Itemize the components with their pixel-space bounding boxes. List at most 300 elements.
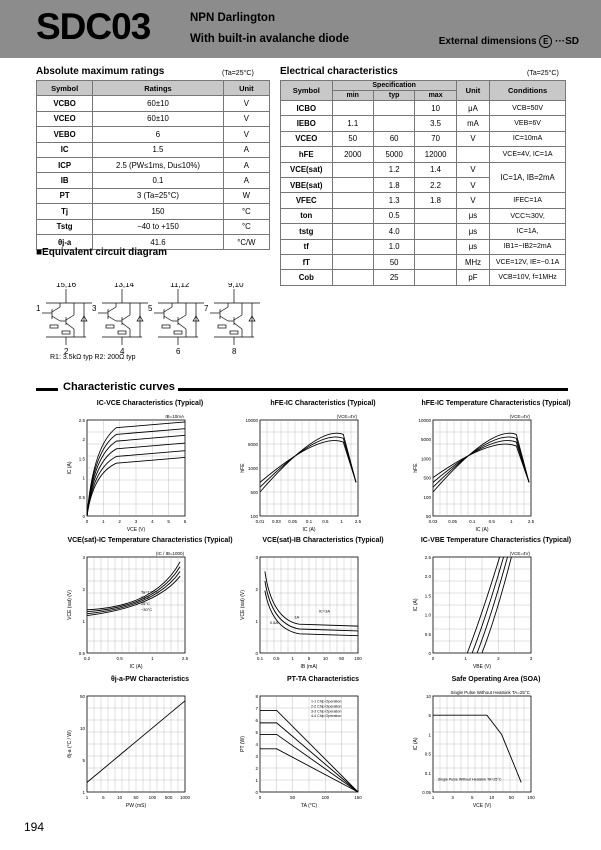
chart-title: hFE-IC Temperature Characteristics (Typical) (421, 400, 571, 407)
pin-top-3: 11,12 (170, 283, 190, 289)
x-tick-label: 0.05 (448, 519, 457, 524)
y-tick-label: 3 (255, 754, 258, 759)
chart-note: (IC / IB=1000) (155, 551, 184, 556)
legend-entry: 2-2 Chip Operation (310, 704, 342, 709)
y-tick-label: 1000 (247, 466, 258, 471)
elec-h-max: max (415, 91, 456, 101)
y-axis-label: VCE (sat) (V) (67, 590, 73, 620)
chart-c3 (411, 400, 581, 540)
x-tick-label: 50 (339, 656, 345, 661)
abs-cell-symbol: θj-a (37, 234, 93, 249)
elec-cell-typ: 1.8 (373, 177, 414, 192)
chart-note: (VCE=4V) (336, 414, 357, 419)
curves-title: Characteristic curves (60, 381, 178, 393)
x-axis-label: IC (A) (475, 527, 489, 533)
elec-row (281, 270, 566, 285)
chart-c2 (238, 400, 408, 540)
series-curve (433, 433, 529, 492)
legend-entry: 1-1 Chip Operation (310, 699, 342, 704)
y-tick-label: 1 (255, 778, 258, 783)
y-tick-label: 1.0 (424, 612, 431, 618)
abs-cell-unit: A (223, 157, 269, 172)
pin-left-2: 3 (92, 304, 97, 313)
y-tick-label: 1.5 (78, 456, 85, 462)
y-axis-label: VCE (sat) (V) (240, 590, 246, 620)
abs-h-unit: Unit (223, 81, 269, 96)
abs-row (37, 127, 270, 142)
chart-title: IC-VCE Characteristics (Typical) (96, 400, 204, 407)
x-axis-label: IC (A) (129, 664, 143, 670)
series-curve (433, 715, 521, 782)
x-tick-label: 1 (85, 795, 89, 800)
abs-cell-unit: °C/W (223, 234, 269, 249)
chart-c4 (65, 537, 235, 677)
chart-note: (VCE=4V) (509, 551, 530, 556)
y-tick-label: 100 (423, 494, 431, 500)
elec-row (281, 208, 566, 223)
device-feature: With built-in avalanche diode (190, 33, 349, 45)
abs-cell-rating: 3 (Ta=25°C) (93, 188, 223, 203)
x-tick-label: 0.5 (322, 519, 329, 524)
elec-cell-sym: VFEC (281, 193, 333, 208)
elec-cell-min (332, 254, 373, 269)
y-tick-label: 5 (82, 758, 85, 763)
elec-cell-cond: VCB=50V (490, 101, 566, 116)
device-type: NPN Darlington (190, 12, 275, 24)
abs-cell-rating: 0.1 (93, 173, 223, 188)
elec-cell-unit: μs (456, 208, 489, 223)
elec-cell-sym: tf (281, 239, 333, 254)
x-tick-label: 2 (497, 656, 500, 661)
y-tick-label: 0 (255, 651, 258, 656)
pin-top-4: 9,10 (228, 283, 244, 289)
abs-cell-rating: 1.5 (93, 142, 223, 157)
series-curve (260, 433, 356, 492)
y-tick-label: 0 (428, 651, 431, 656)
elec-cell-cond: IC=1A, IB=2mA (490, 162, 566, 193)
y-tick-label: 0.1 (424, 770, 431, 776)
x-tick-label: 0.05 (288, 519, 298, 524)
abs-h-symbol: Symbol (37, 81, 93, 96)
curve-label: 25°C (140, 601, 150, 606)
x-axis-label: VCE (V) (126, 527, 146, 533)
elec-cell-cond: VEB=6V (490, 116, 566, 131)
elec-cell-sym: hFE (281, 147, 333, 162)
abs-cell-rating: 60±10 (93, 96, 223, 111)
abs-cell-unit: A (223, 142, 269, 157)
chart-title: θj-a-PW Characteristics (110, 676, 190, 683)
elec-cell-unit: MHz (456, 254, 489, 269)
y-tick-label: 2 (82, 587, 85, 592)
pin-bottom-1: 2 (64, 347, 69, 356)
x-tick-label: 4 (151, 519, 154, 524)
elec-cell-sym: Cob (281, 270, 333, 285)
x-axis-label: VBE (V) (472, 664, 492, 670)
x-tick-label: 3 (451, 795, 454, 800)
chart-plot (238, 410, 408, 542)
y-tick-label: 1 (82, 619, 85, 624)
elec-cell-max (415, 224, 456, 239)
abs-cell-unit: °C (223, 219, 269, 234)
elec-cell-sym: tstg (281, 224, 333, 239)
y-tick-label: 50 (79, 694, 85, 699)
x-axis-label: VCE (V) (472, 803, 492, 809)
x-tick-label: 500 (164, 795, 173, 800)
elec-cell-cond: IFEC=1A (490, 193, 566, 208)
abs-row (37, 96, 270, 111)
y-axis-label: θj-a (°C / W) (67, 730, 73, 758)
ext-label: External dimensions (438, 36, 537, 47)
x-tick-label: 3 (529, 656, 533, 661)
abs-cell-rating: 6 (93, 127, 223, 142)
abs-cell-unit: V (223, 111, 269, 126)
abs-row (37, 111, 270, 126)
elec-cell-unit (456, 147, 489, 162)
abs-cell-unit: A (223, 173, 269, 188)
chart-title: IC-VBE Temperature Characteristics (Typical) (420, 537, 572, 544)
chart-plot (65, 547, 235, 679)
elec-cell-min (332, 162, 373, 177)
curve-label: −30°C (140, 606, 153, 612)
x-tick-label: 0 (431, 656, 435, 661)
chart-plot (411, 686, 581, 818)
abs-cell-rating: 150 (93, 204, 223, 219)
elec-cell-max (415, 208, 456, 223)
y-tick-label: 2.5 (78, 418, 85, 423)
elec-cell-typ: 1.0 (373, 239, 414, 254)
x-tick-label: 0.5 (116, 656, 123, 661)
y-tick-label: 1.5 (424, 593, 431, 599)
elec-cell-min: 1.1 (332, 116, 373, 131)
elec-cell-max: 70 (415, 131, 456, 146)
curve-label: 0.5A (269, 620, 279, 626)
x-tick-label: 10 (489, 795, 495, 800)
elec-cell-cond: VCB=10V, f=1MHz (490, 270, 566, 285)
curve-label: 75°C (140, 595, 150, 601)
elec-row (281, 224, 566, 239)
part-number: SDC03 (36, 6, 151, 47)
elec-row (281, 239, 566, 254)
y-tick-label: 1000 (420, 456, 431, 462)
x-tick-label: 150 (354, 795, 362, 800)
x-tick-label: 0 (258, 795, 262, 800)
abs-cell-symbol: ICP (37, 157, 93, 172)
abs-cell-rating: 41.6 (93, 234, 223, 249)
elec-cell-cond: VCC≒30V, (490, 208, 566, 223)
elec-cell-sym: ton (281, 208, 333, 223)
elec-row (281, 193, 566, 208)
chart-note: (VCE=4V) (509, 414, 530, 419)
x-tick-label: 50 (133, 795, 139, 800)
y-tick-label: 500 (250, 490, 258, 495)
y-axis-label: hFE (413, 463, 419, 473)
x-axis-label: PW (mS) (125, 803, 147, 809)
x-tick-label: 10 (117, 795, 123, 800)
elec-cell-max (415, 239, 456, 254)
y-tick-label: 5000 (420, 437, 431, 443)
elec-cell-max: 1.4 (415, 162, 456, 177)
x-tick-label: 5 (470, 795, 474, 800)
elec-cell-cond: VCE=12V, IE=−0.1A (490, 254, 566, 269)
soa-note: Single Pulse Without Heatsink TA=25°C (437, 777, 502, 782)
y-tick-label: 0.5 (424, 631, 431, 637)
pin-bottom-2: 4 (120, 347, 125, 356)
elec-row (281, 131, 566, 146)
abs-row (37, 173, 270, 188)
y-tick-label: 6 (255, 718, 258, 723)
elec-h-min: min (332, 91, 373, 101)
elec-h-unit: Unit (456, 81, 489, 101)
elec-cell-unit: V (456, 193, 489, 208)
abs-row (37, 219, 270, 234)
x-axis-label: IB (mA) (300, 664, 318, 670)
y-tick-label: 10000 (245, 418, 258, 423)
y-tick-label: 3 (255, 555, 258, 560)
curves-bar-left (36, 388, 58, 391)
elec-cell-typ: 5000 (373, 147, 414, 162)
elec-cell-max (415, 254, 456, 269)
elec-cell-unit: μs (456, 224, 489, 239)
abs-cell-rating: −40 to +150 (93, 219, 223, 234)
elec-cell-sym: VCE(sat) (281, 162, 333, 177)
elec-cell-min (332, 270, 373, 285)
x-tick-label: 1 (102, 519, 105, 524)
elec-cell-min (332, 224, 373, 239)
elec-cell-typ: 60 (373, 131, 414, 146)
elec-cell-sym: ICBO (281, 101, 333, 116)
elec-cell-min (332, 177, 373, 192)
y-tick-label: 10 (79, 726, 85, 731)
chart-plot (238, 686, 408, 818)
elec-cell-cond: IB1=−IB2=2mA (490, 239, 566, 254)
y-axis-label: hFE (240, 463, 246, 473)
elec-cell-min (332, 208, 373, 223)
chart-plot (411, 410, 581, 542)
pin-top-2: 13,14 (114, 283, 135, 289)
y-tick-label: 50 (425, 514, 431, 519)
elec-cell-min (332, 193, 373, 208)
y-tick-label: 1 (82, 790, 85, 795)
curve-label: Ta=125°C (140, 589, 159, 595)
y-tick-label: 2 (255, 766, 258, 771)
y-tick-label: 500 (423, 475, 431, 481)
x-tick-label: 50 (508, 795, 514, 800)
x-tick-label: 1 (151, 656, 154, 661)
y-tick-label: 5 (428, 713, 431, 719)
x-tick-label: 0 (85, 519, 89, 524)
y-tick-label: 7 (255, 706, 258, 711)
elec-cell-typ: 4.0 (373, 224, 414, 239)
external-dimensions (439, 35, 579, 48)
elec-h-spec: Specification (332, 81, 456, 91)
x-tick-label: 1 (510, 519, 513, 524)
abs-cell-unit: W (223, 188, 269, 203)
chart-plot (65, 410, 235, 542)
pin-bottom-4: 8 (232, 347, 237, 356)
abs-cell-rating: 2.5 (PW≤1ms, Du≤10%) (93, 157, 223, 172)
page-number: 194 (24, 820, 45, 834)
abs-cell-rating: 60±10 (93, 111, 223, 126)
abs-condition: (Ta=25°C) (222, 70, 254, 77)
abs-row (37, 142, 270, 157)
ext-suffix: ···SD (555, 36, 579, 47)
x-tick-label: 0.1 (305, 519, 313, 524)
x-tick-label: 1 (340, 519, 343, 524)
elec-cell-sym: VBE(sat) (281, 177, 333, 192)
elec-cell-sym: VCEO (281, 131, 333, 146)
abs-cell-symbol: IB (37, 173, 93, 188)
chart-c1 (65, 400, 235, 540)
y-tick-label: 2.0 (424, 574, 431, 580)
x-tick-label: 2.5 (527, 519, 535, 524)
y-tick-label: 0 (82, 514, 85, 519)
curves-section-header (36, 383, 568, 395)
abs-row (37, 157, 270, 172)
elec-row (281, 254, 566, 269)
elec-condition: (Ta=25°C) (527, 70, 559, 77)
elec-row (281, 101, 566, 116)
y-tick-label: 2 (82, 437, 85, 443)
pin-left-3: 5 (148, 304, 153, 313)
y-tick-label: 0.5 (78, 494, 85, 500)
x-tick-label: 0.03 (271, 519, 281, 524)
chart-c8 (238, 676, 408, 816)
y-tick-label: 0.5 (78, 651, 85, 656)
abs-title: Absolute maximum ratings (36, 66, 165, 77)
x-tick-label: 0.03 (428, 519, 438, 524)
legend-entry: 4-4 Chip Operation (310, 714, 342, 719)
elec-h-conditions: Conditions (490, 81, 566, 101)
abs-cell-symbol: Tj (37, 204, 93, 219)
elec-title: Electrical characteristics (280, 66, 398, 77)
y-tick-label: 10000 (418, 418, 431, 423)
elec-row (281, 147, 566, 162)
elec-cell-unit: V (456, 177, 489, 192)
elec-cell-typ: 1.3 (373, 193, 414, 208)
elec-cell-max: 1.8 (415, 193, 456, 208)
y-tick-label: 100 (250, 514, 258, 519)
legend-entry: 3-3 Chip Operation (310, 709, 342, 714)
elec-cell-unit: V (456, 162, 489, 177)
abs-ratings-table (36, 80, 270, 250)
elec-cell-max: 10 (415, 101, 456, 116)
circuit-title: ■Equivalent circuit diagram (36, 247, 168, 258)
x-axis-label: IC (A) (302, 527, 316, 533)
x-tick-label: 0.1 (469, 519, 476, 524)
pin-top-1: 15,16 (56, 283, 77, 289)
y-tick-label: 5 (255, 730, 258, 735)
elec-cell-typ: 50 (373, 254, 414, 269)
y-tick-label: 0.5 (424, 751, 431, 757)
abs-cell-unit: V (223, 127, 269, 142)
elec-cell-typ: 25 (373, 270, 414, 285)
y-tick-label: 8 (255, 694, 258, 699)
header-banner (0, 0, 601, 58)
elec-cell-max: 3.5 (415, 116, 456, 131)
y-tick-label: 2 (255, 587, 258, 592)
x-tick-label: 3 (134, 519, 138, 524)
chart-title: VCE(sat)-IB Characteristics (Typical) (262, 537, 384, 544)
x-tick-label: 1 (291, 656, 294, 661)
abs-cell-symbol: VEBO (37, 127, 93, 142)
x-tick-label: 0.5 (273, 656, 280, 661)
x-tick-label: 6 (183, 519, 187, 524)
abs-cell-unit: °C (223, 204, 269, 219)
elec-h-symbol: Symbol (281, 81, 333, 101)
elec-cell-unit: μs (456, 239, 489, 254)
chart-note: IB=10mA (165, 414, 184, 419)
pin-left-4: 7 (204, 304, 209, 313)
abs-row (37, 204, 270, 219)
ext-letter-badge: E (539, 35, 552, 48)
chart-title: VCE(sat)-IC Temperature Characteristics (Typical) (67, 537, 233, 544)
chart-c5 (238, 537, 408, 677)
pin-bottom-3: 6 (176, 347, 181, 356)
y-tick-label: 1 (82, 475, 85, 481)
x-tick-label: 0.2 (83, 656, 91, 661)
abs-cell-symbol: VCEO (37, 111, 93, 126)
elec-cell-max: 12000 (415, 147, 456, 162)
x-tick-label: 0.1 (256, 656, 264, 661)
abs-row (37, 188, 270, 203)
elec-cell-unit: V (456, 131, 489, 146)
electrical-table (280, 80, 566, 286)
abs-h-ratings: Ratings (93, 81, 223, 96)
y-tick-label: 2.5 (424, 555, 431, 560)
elec-cell-min: 2000 (332, 147, 373, 162)
elec-row (281, 116, 566, 131)
y-tick-label: 1 (428, 732, 431, 738)
elec-cell-cond: IC=1A, (490, 224, 566, 239)
elec-cell-typ (373, 101, 414, 116)
x-tick-label: 100 (321, 795, 330, 800)
elec-cell-max (415, 270, 456, 285)
elec-cell-min (332, 101, 373, 116)
elec-h-typ: typ (373, 91, 414, 101)
x-tick-label: 1 (464, 656, 467, 661)
chart-note: Single Pulse Without Heatsink TA=25°C (450, 690, 530, 695)
pin-left-1: 1 (36, 304, 41, 313)
elec-cell-sym: fT (281, 254, 333, 269)
x-tick-label: 100 (354, 656, 362, 661)
series-curve (260, 437, 356, 487)
elec-cell-typ: 0.5 (373, 208, 414, 223)
elec-cell-unit: μA (456, 101, 489, 116)
series-curve (433, 437, 529, 487)
elec-cell-sym: IEBO (281, 116, 333, 131)
elec-cell-unit: mA (456, 116, 489, 131)
elec-row (281, 162, 566, 177)
x-tick-label: 100 (148, 795, 157, 800)
abs-cell-unit: V (223, 96, 269, 111)
y-tick-label: 0.05 (422, 790, 431, 795)
resistor-note: R1: 3.5kΩ typ R2: 200Ω typ (50, 354, 136, 361)
elec-cell-min: 50 (332, 131, 373, 146)
abs-cell-symbol: Tstg (37, 219, 93, 234)
chart-title: PT-TA Characteristics (287, 676, 359, 683)
elec-cell-typ: 1.2 (373, 162, 414, 177)
abs-cell-symbol: PT (37, 188, 93, 203)
x-tick-label: 2.5 (354, 519, 362, 524)
y-tick-label: 5000 (247, 442, 258, 447)
chart-title: Safe Operating Area (SOA) (451, 676, 541, 683)
x-tick-label: 100 (527, 795, 535, 800)
x-tick-label: 2.5 (181, 656, 189, 661)
chart-plot (65, 686, 235, 818)
chart-c7 (65, 676, 235, 816)
y-tick-label: 0 (255, 790, 258, 795)
x-tick-label: 1000 (179, 795, 191, 800)
